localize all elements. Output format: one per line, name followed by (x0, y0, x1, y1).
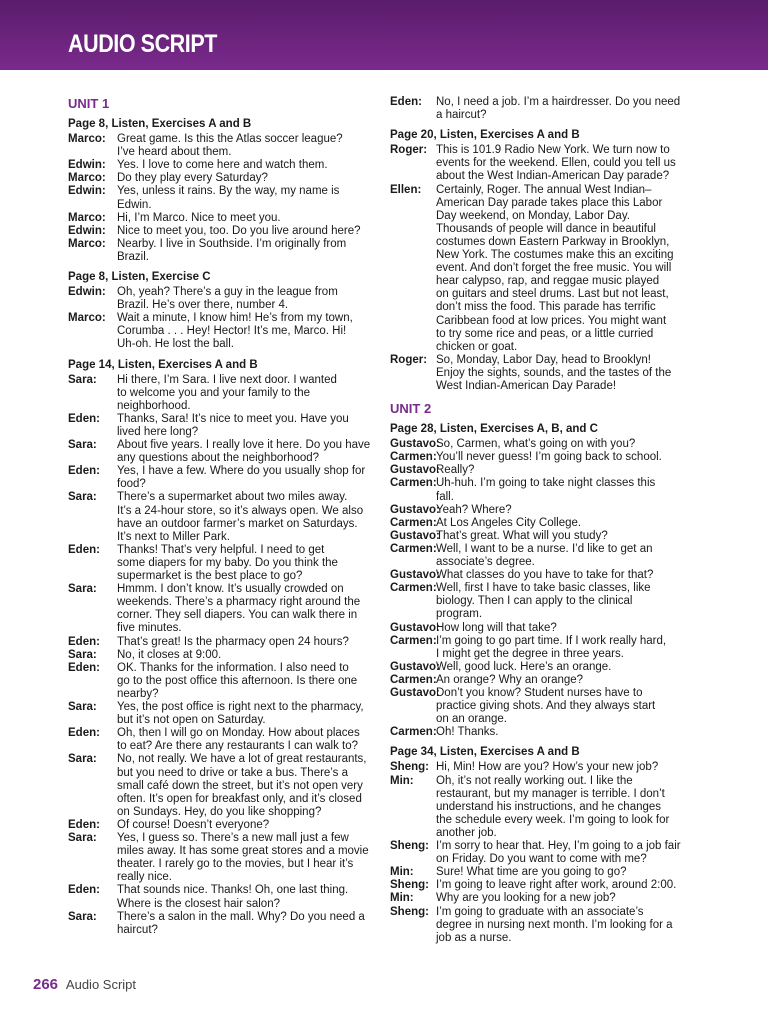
dialogue-text: a haircut? (436, 109, 487, 122)
dialogue-text: Yes, I have a few. Where do you usually shop for (117, 465, 366, 478)
speaker-name: Sheng: (390, 840, 429, 852)
speaker-name: Marco: (68, 237, 106, 250)
speaker-name: Carmen: (390, 673, 437, 686)
dialogue-text: Well, good luck. Here’s an orange. (436, 660, 612, 673)
speaker-name: Gustavo: (390, 464, 440, 477)
dialogue-text: Oh, yeah? There’s a guy in the league from (117, 286, 338, 298)
dialogue-text: An orange? Why an orange? (436, 673, 584, 686)
dialogue-text: So, Carmen, what’s going on with you? (436, 438, 636, 451)
dialogue-text: restaurant, but my manager is terrible. I don’t (436, 787, 665, 800)
dialogue-text: There’s a salon in the mall. Why? Do you need a (117, 910, 365, 923)
dialogue-text: That sounds nice. Thanks! Oh, one last thing. (117, 884, 349, 897)
dialogue-text: Thanks! That’s very helpful. I need to get (117, 543, 325, 556)
dialogue-text: Hi, Min! How are you? How’s your new job? (436, 761, 659, 774)
dialogue-text: on guitars and steel drums. Last but not least, (436, 288, 669, 301)
dialogue-text: another job. (436, 826, 497, 839)
dialogue-text: Thousands of people will dance in beautiful (436, 222, 656, 235)
dialogue-text: Brazil. (117, 250, 149, 263)
dialogue-text: understand his instructions, and he changes (436, 800, 662, 813)
speaker-name: Carmen: (390, 726, 437, 739)
dialogue-text: Edwin. (117, 198, 152, 211)
dialogue-text: Certainly, Roger. The annual West Indian– (436, 183, 652, 196)
dialogue-text: Oh! Thanks. (436, 726, 499, 739)
dialogue-text: American Day parade takes place this Labor (436, 196, 663, 209)
dialogue-text: That’s great. What will you study? (436, 529, 608, 542)
dialogue-text: don’t miss the food. This parade has terrific (436, 301, 656, 314)
dialogue-text: There’s a supermarket about two miles away. (117, 491, 348, 504)
dialogue-text: I’m going to graduate with an associate’s (436, 905, 644, 918)
dialogue-text: Caribbean food at low prices. You might want (436, 314, 667, 327)
dialogue-text: practice giving shots. And they always start (436, 700, 656, 713)
dialogue-text: This is 101.9 Radio New York. We turn now to (436, 144, 670, 157)
dialogue-text: Of course! Doesn’t everyone? (117, 818, 270, 831)
dialogue-text: Well, I want to be a nurse. I’d like to get an (436, 542, 653, 555)
dialogue-text: I might get the degree in three years. (436, 647, 624, 660)
dialogue-text: No, it closes at 9:00. (117, 648, 222, 661)
dialogue-text: Yeah? Where? (436, 503, 512, 516)
speaker-name: Gustavo: (390, 687, 440, 699)
speaker-name: Marco: (68, 172, 106, 185)
dialogue-text: theater. I rarely go to the movies, but I hear it’s (117, 858, 354, 871)
speaker-name: Sara: (68, 910, 97, 923)
speaker-name: Min: (390, 866, 414, 879)
dialogue-text: What classes do you have to take for that? (436, 569, 654, 582)
dialogue-text: really nice. (117, 871, 172, 884)
dialogue-text: About five years. I really love it here. Do you have (117, 439, 371, 451)
speaker-name: Min: (390, 774, 414, 787)
speaker-name: Carmen: (390, 542, 437, 555)
dialogue-text: to welcome you and your family to the (117, 386, 311, 399)
dialogue-text: Uh-huh. I’m going to take night classes this (436, 477, 656, 490)
dialogue-text: have an outdoor farmer’s market on Saturdays. (117, 517, 358, 530)
page-footer (33, 975, 136, 995)
dialogue-text: Uh-oh. He lost the ball. (117, 338, 234, 351)
dialogue-text: but you need to drive or take a bus. There’s a (117, 766, 348, 779)
dialogue-text: neighborhood. (117, 399, 191, 412)
speaker-name: Carmen: (390, 451, 437, 464)
dialogue-text: weekends. There’s a pharmacy right around the (117, 596, 361, 609)
dialogue-text: Yes, unless it rains. By the way, my name is (117, 185, 340, 198)
dialogue-text: It’s a 24-hour store, so it’s always open. We also (117, 504, 364, 517)
speaker-name: Carmen: (390, 582, 437, 595)
speaker-name: Roger: (390, 353, 428, 366)
speaker-name: Gustavo: (390, 569, 440, 582)
dialogue-text: on Friday. Do you want to come with me? (436, 853, 647, 866)
speaker-name: Eden: (68, 884, 100, 897)
speaker-name: Gustavo: (390, 660, 440, 673)
speaker-name: Sara: (68, 648, 97, 661)
dialogue-text: five minutes. (117, 622, 182, 635)
speaker-name: Edwin: (68, 224, 106, 237)
dialogue-text: food? (117, 478, 146, 491)
dialogue-text: Corumba . . . Hey! Hector! It’s me, Marco. Hi! (117, 325, 347, 338)
dialogue-text: Hi, I’m Marco. Nice to meet you. (117, 211, 281, 224)
dialogue-text: So, Monday, Labor Day, head to Brooklyn! (436, 353, 652, 366)
dialogue-text: Day weekend, on Monday, Labor Day. (436, 209, 630, 222)
dialogue-text: Hi there, I’m Sara. I live next door. I wanted (117, 373, 337, 386)
dialogue-text: Nearby. I live in Southside. I’m originally from (117, 237, 347, 250)
speaker-name: Edwin: (68, 286, 106, 298)
dialogue-text: hear calypso, rap, and reggae music played (436, 275, 660, 288)
speaker-name: Eden: (68, 635, 100, 648)
dialogue-text: That’s great! Is the pharmacy open 24 hours? (117, 635, 349, 648)
section-heading: Page 14, Listen, Exercises A and B (68, 358, 258, 371)
speaker-name: Gustavo: (390, 621, 440, 634)
dialogue-text: often. It’s open for breakfast only, and it’s closed (117, 792, 362, 805)
dialogue-text: supermarket is the best place to go? (117, 570, 303, 582)
dialogue-text: Thanks, Sara! It’s nice to meet you. Have you (117, 412, 349, 425)
dialogue-text: Where is the closest hair salon? (117, 897, 280, 910)
section-heading: Page 20, Listen, Exercises A and B (390, 129, 580, 142)
section-heading: Page 34, Listen, Exercises A and B (390, 746, 580, 759)
section-heading: Page 8, Listen, Exercise C (68, 271, 211, 283)
speaker-name: Carmen: (390, 516, 437, 529)
dialogue-text: costumes down Eastern Parkway in Brooklyn, (436, 235, 670, 248)
dialogue-text: Great game. Is this the Atlas soccer league? (117, 133, 343, 145)
unit-heading: UNIT 2 (390, 401, 432, 417)
dialogue-text: West Indian-American Day Parade! (436, 380, 617, 392)
dialogue-text: Do they play every Saturday? (117, 172, 268, 185)
speaker-name: Gustavo: (390, 529, 440, 542)
dialogue-text: I’m going to leave right after work, around 2:00. (436, 879, 677, 892)
dialogue-text: corner. They sell diapers. You can walk there in (117, 609, 358, 622)
dialogue-text: events for the weekend. Ellen, could you tell us (436, 157, 676, 170)
dialogue-text: fall. (436, 490, 454, 503)
speaker-name: Gustavo: (390, 503, 440, 516)
dialogue-text: Oh, then I will go on Monday. How about places (117, 727, 360, 740)
dialogue-text: Yes, I guess so. There’s a new mall just a few (117, 832, 349, 844)
dialogue-text: I’m sorry to hear that. Hey, I’m going to a job fair (436, 840, 681, 852)
speaker-name: Eden: (68, 465, 100, 478)
dialogue-text: program. (436, 608, 483, 621)
dialogue-text: haircut? (117, 923, 158, 936)
speaker-name: Eden: (68, 727, 100, 740)
speaker-name: Eden: (68, 818, 100, 831)
dialogue-text: At Los Angeles City College. (436, 516, 582, 529)
dialogue-text: New York. The costumes make this an exciting (436, 249, 674, 261)
speaker-name: Min: (390, 892, 414, 905)
dialogue-text: job as a nurse. (436, 931, 512, 944)
speaker-name: Sheng: (390, 879, 429, 892)
dialogue-text: I’ve heard about them. (117, 146, 232, 159)
dialogue-text: lived here long? (117, 425, 199, 438)
dialogue-text: event. And don’t forget the free music. You will (436, 262, 672, 275)
dialogue-text: Enjoy the sights, sounds, and the tastes of the (436, 366, 672, 379)
dialogue-text: You’ll never guess! I’m going back to school. (436, 451, 662, 464)
dialogue-text: associate’s degree. (436, 556, 535, 568)
footer-label: Audio Script (65, 977, 137, 992)
speaker-name: Eden: (68, 661, 100, 674)
dialogue-text: OK. Thanks for the information. I also need to (117, 661, 349, 674)
section-heading: Page 28, Listen, Exercises A, B, and C (390, 423, 598, 436)
dialogue-text: No, I need a job. I’m a hairdresser. Do you need (436, 96, 681, 108)
speaker-name: Marco: (68, 133, 106, 145)
dialogue-text: Don’t you know? Student nurses have to (436, 687, 643, 699)
dialogue-text: How long will that take? (436, 621, 557, 634)
dialogue-text: to eat? Are there any restaurants I can walk to? (117, 740, 359, 753)
speaker-name: Sara: (68, 439, 97, 451)
speaker-name: Roger: (390, 144, 428, 157)
speaker-name: Sara: (68, 583, 97, 596)
dialogue-text: Sure! What time are you going to go? (436, 866, 627, 879)
speaker-name: Marco: (68, 312, 106, 325)
speaker-name: Sheng: (390, 761, 429, 774)
dialogue-text: on Sundays. Hey, do you like shopping? (117, 805, 322, 818)
speaker-name: Eden: (390, 96, 422, 108)
dialogue-text: some diapers for my baby. Do you think the (117, 556, 338, 569)
speaker-name: Sara: (68, 491, 97, 504)
speaker-name: Gustavo: (390, 438, 440, 451)
dialogue-text: to try some rice and peas, or a little curried (436, 327, 654, 340)
speaker-name: Carmen: (390, 634, 437, 647)
dialogue-text: go to the post office this afternoon. Is there one (117, 674, 358, 687)
dialogue-text: Wait a minute, I know him! He’s from my town, (117, 312, 353, 325)
dialogue-text: Nice to meet you, too. Do you live around here? (117, 224, 361, 237)
dialogue-text: nearby? (117, 687, 159, 700)
dialogue-text: biology. Then I can apply to the clinical (436, 595, 633, 608)
speaker-name: Sara: (68, 753, 97, 766)
dialogue-text: miles away. It has some great stores and a movie (117, 845, 369, 858)
speaker-name: Sara: (68, 373, 97, 386)
unit-heading: UNIT 1 (68, 96, 110, 111)
dialogue-text: on an orange. (436, 713, 507, 726)
speaker-name: Sara: (68, 832, 97, 844)
speaker-name: Marco: (68, 211, 106, 224)
page-number: 266 (33, 976, 59, 993)
dialogue-text: Brazil. He’s over there, number 4. (117, 299, 289, 312)
section-heading: Page 8, Listen, Exercises A and B (68, 118, 252, 130)
speaker-name: Sara: (68, 701, 97, 713)
speaker-name: Carmen: (390, 477, 437, 490)
dialogue-text: chicken or goat. (436, 340, 518, 353)
dialogue-text: It’s next to Miller Park. (117, 530, 230, 543)
speaker-name: Edwin: (68, 185, 106, 198)
dialogue-text: Really? (436, 464, 475, 477)
page-title: AUDIO SCRIPT (68, 30, 217, 58)
dialogue-text: Yes. I love to come here and watch them. (117, 159, 328, 172)
header-banner (0, 0, 768, 70)
dialogue-text: about the West Indian-American Day parade? (436, 170, 670, 183)
dialogue-text: any questions about the neighborhood? (117, 452, 320, 465)
dialogue-text: degree in nursing next month. I’m looking for a (436, 918, 673, 931)
dialogue-text: Why are you looking for a new job? (436, 892, 616, 905)
speaker-name: Sheng: (390, 905, 429, 918)
dialogue-text: Oh, it’s not really working out. I like the (436, 774, 633, 787)
speaker-name: Eden: (68, 543, 100, 556)
speaker-name: Eden: (68, 412, 100, 425)
dialogue-text: the schedule every week. I’m going to look for (436, 813, 670, 826)
dialogue-text: No, not really. We have a lot of great restaurants, (117, 753, 367, 766)
dialogue-text: Yes, the post office is right next to the pharmacy, (117, 701, 364, 713)
dialogue-text: Hmmm. I don’t know. It’s usually crowded on (117, 583, 344, 596)
dialogue-text: but it’s not open on Saturday. (117, 714, 266, 727)
speaker-name: Ellen: (390, 183, 422, 196)
speaker-name: Edwin: (68, 159, 106, 172)
dialogue-text: Well, first I have to take basic classes, like (436, 582, 651, 595)
dialogue-text: small café down the street, but it’s not open very (117, 779, 363, 792)
dialogue-text: I’m going to go part time. If I work really hard, (436, 634, 667, 647)
